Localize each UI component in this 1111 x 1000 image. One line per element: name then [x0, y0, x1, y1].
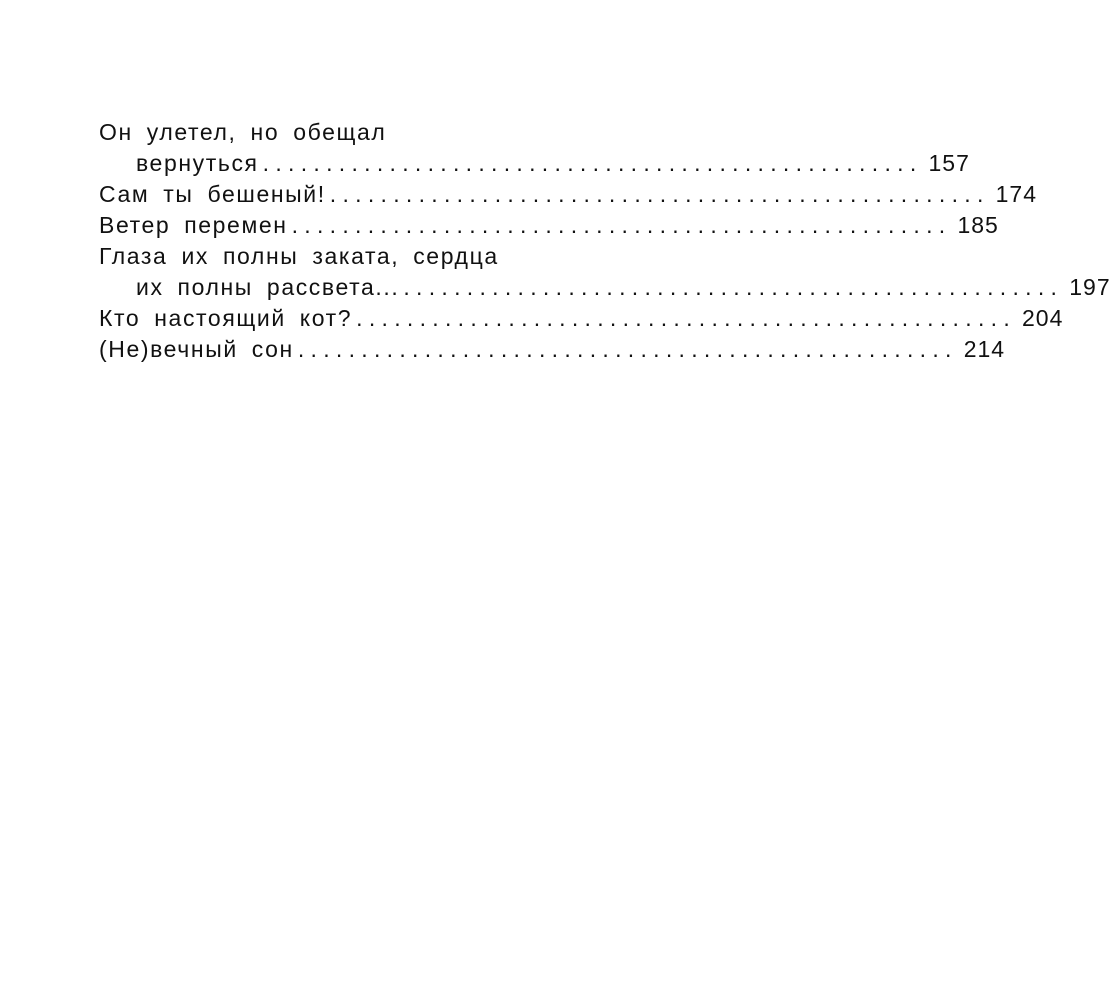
toc-entry-page-number: 204: [1022, 305, 1064, 331]
toc-entry-line: [99, 303, 1064, 334]
toc-entry-line: [99, 334, 1006, 365]
dot-leader: ....................................................: [329, 181, 990, 207]
dot-leader: ....................................................: [262, 150, 923, 176]
toc-entry-page-number: 197: [1069, 274, 1111, 300]
toc-entry-title: Кто настоящий кот?: [99, 305, 353, 331]
toc-entry-line: [99, 117, 647, 148]
toc-entry-page-number: 174: [995, 181, 1038, 207]
toc-entry-title: Глаза их полны заката, сердца: [99, 243, 499, 269]
toc-entry: [99, 210, 999, 241]
toc-entry-page-number: 157: [928, 150, 970, 176]
dot-leader: ....................................................: [403, 274, 1064, 300]
toc-entry-page-number: 214: [963, 336, 1006, 362]
dot-leader: ....................................................: [356, 305, 1017, 331]
toc-entry-title-continued: их полны рассвета...: [136, 274, 400, 300]
toc-entry: [99, 117, 970, 179]
table-of-contents: [99, 117, 1111, 365]
toc-entry: [99, 241, 1111, 303]
toc-entry-title-continued: вернуться: [136, 150, 259, 176]
toc-entry-line: [99, 210, 999, 241]
toc-entry-line: [99, 148, 970, 179]
toc-entry-title: (Не)вечный сон: [99, 336, 294, 362]
toc-entry-title: Сам ты бешеный!: [99, 181, 326, 207]
toc-entry-line: [99, 179, 1038, 210]
dot-leader: ....................................................: [297, 336, 958, 362]
toc-entry: [99, 179, 1038, 210]
toc-entry-line: [99, 272, 1111, 303]
toc-entry-page-number: 185: [957, 212, 999, 238]
toc-entry: [99, 303, 1064, 334]
toc-entry-title: Он улетел, но обещал: [99, 119, 387, 145]
toc-entry: [99, 334, 1006, 365]
toc-entry-title: Ветер перемен: [99, 212, 288, 238]
dot-leader: ....................................................: [291, 212, 952, 238]
toc-entry-line: [99, 241, 647, 272]
